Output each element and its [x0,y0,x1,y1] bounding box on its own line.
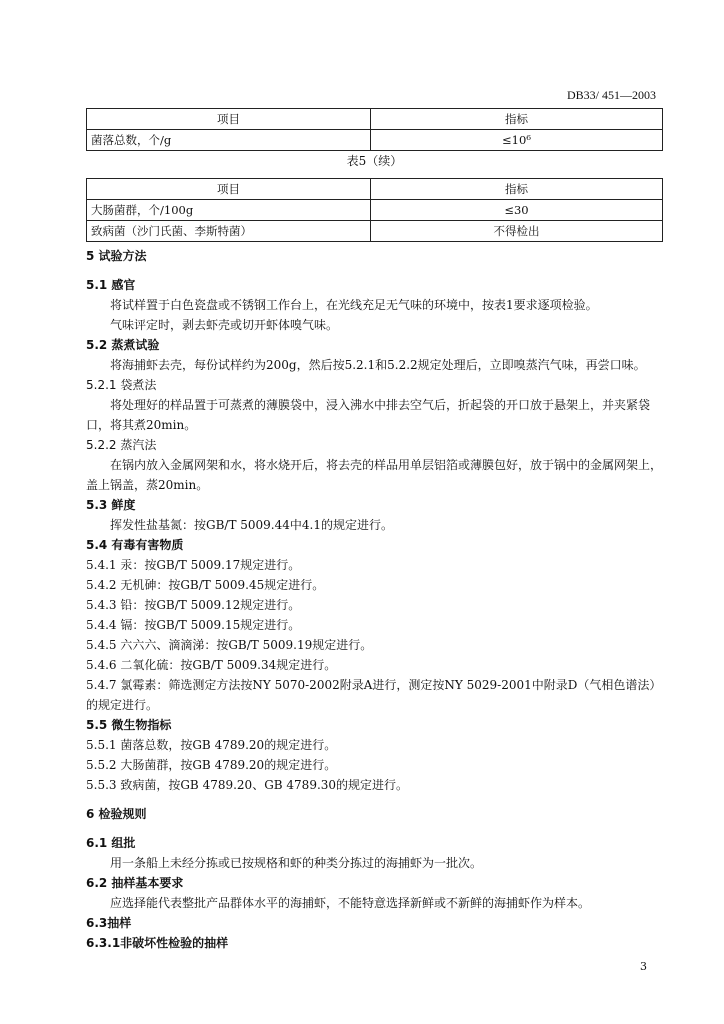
list-item: 5.5.3 致病菌，按GB 4789.20、GB 4789.30的规定进行。 [86,778,409,792]
clause-heading: 6.3.1非破坏性检验的抽样 [86,936,229,950]
list-item: 5.4.7 氯霉素：筛选测定方法按NY 5070-2002附录A进行，测定按NY 5029-2001中附录D（气相色谱法）的规定进行。 [86,678,662,712]
subsection-heading: 5.1 感官 [86,278,136,292]
subsection-heading: 6.3抽样 [86,916,132,930]
document-body [86,245,663,953]
clause-heading: 5.2.2 蒸汽法 [86,438,157,452]
paragraph: 应选择能代表整批产品群体水平的海捕虾，不能特意选择新鲜或不新鲜的海捕虾作为样本。 [110,896,591,910]
paragraph: 将试样置于白色瓷盘或不锈钢工作台上，在光线充足无气味的环境中，按表1要求逐项检验。 [110,298,598,312]
subsection-heading: 5.3 鲜度 [86,498,136,512]
paragraph: 气味评定时，剥去虾壳或切开虾体嗅气味。 [110,318,339,332]
table-cell: ≤30 [371,200,663,221]
subsection-heading: 6.1 组批 [86,836,136,850]
list-item: 5.4.4 镉：按GB/T 5009.15规定进行。 [86,618,301,632]
table-header-cell: 项目 [87,179,371,200]
list-item: 5.4.5 六六六、滴滴涕：按GB/T 5009.19规定进行。 [86,638,373,652]
table-caption: 表5（续） [346,154,403,168]
page-number: 3 [640,960,647,973]
subsection-heading: 5.4 有毒有害物质 [86,538,184,552]
list-item: 5.5.2 大肠菌群，按GB 4789.20的规定进行。 [86,758,337,772]
clause-heading: 5.2.1 袋煮法 [86,378,157,392]
paragraph: 在锅内放入金属网架和水，将水烧开后，将去壳的样品用单层铝箔或薄膜包好，放于锅中的金属网架上，盖上锅盖，蒸20min。 [86,458,663,492]
table-header-cell: 指标 [371,109,663,130]
subsection-heading: 5.2 蒸煮试验 [86,338,160,352]
table-cell: 致病菌（沙门氏菌、李斯特菌） [87,221,371,242]
table-cell: 菌落总数，个/g [87,130,371,151]
microbial-table-part2 [86,178,663,242]
table-header-row [87,179,663,200]
paragraph: 用一条船上未经分拣或已按规格和虾的种类分拣过的海捕虾为一批次。 [110,856,483,870]
subsection-heading: 6.2 抽样基本要求 [86,876,184,890]
table-header-cell: 项目 [87,109,371,130]
paragraph: 将海捕虾去壳，每份试样约为200g，然后按5.2.1和5.2.2规定处理后，立即嗅蒸汽气味，再尝口味。 [110,358,646,372]
list-item: 5.5.1 菌落总数，按GB 4789.20的规定进行。 [86,738,337,752]
table-row [87,130,663,151]
table-cell: ≤10⁶ [371,130,663,151]
document-id: DB33/ 451—2003 [566,88,656,102]
list-item: 5.4.1 汞：按GB/T 5009.17规定进行。 [86,558,301,572]
table-header-cell: 指标 [371,179,663,200]
list-item: 5.4.3 铅：按GB/T 5009.12规定进行。 [86,598,301,612]
section-heading: 6 检验规则 [86,807,147,821]
table-header-row [87,109,663,130]
table-row [87,200,663,221]
section-heading: 5 试验方法 [86,249,147,263]
table-row [87,221,663,242]
list-item: 5.4.6 二氧化硫：按GB/T 5009.34规定进行。 [86,658,337,672]
paragraph: 将处理好的样品置于可蒸煮的薄膜袋中，浸入沸水中排去空气后，折起袋的开口放于悬架上，并夹紧袋口，将其煮20min。 [86,398,651,432]
table-cell: 不得检出 [371,221,663,242]
list-item: 5.4.2 无机砷：按GB/T 5009.45规定进行。 [86,578,325,592]
microbial-table-part1 [86,108,663,151]
paragraph: 挥发性盐基氮：按GB/T 5009.44中4.1的规定进行。 [110,518,393,532]
table-cell: 大肠菌群，个/100g [87,200,371,221]
subsection-heading: 5.5 微生物指标 [86,718,172,732]
